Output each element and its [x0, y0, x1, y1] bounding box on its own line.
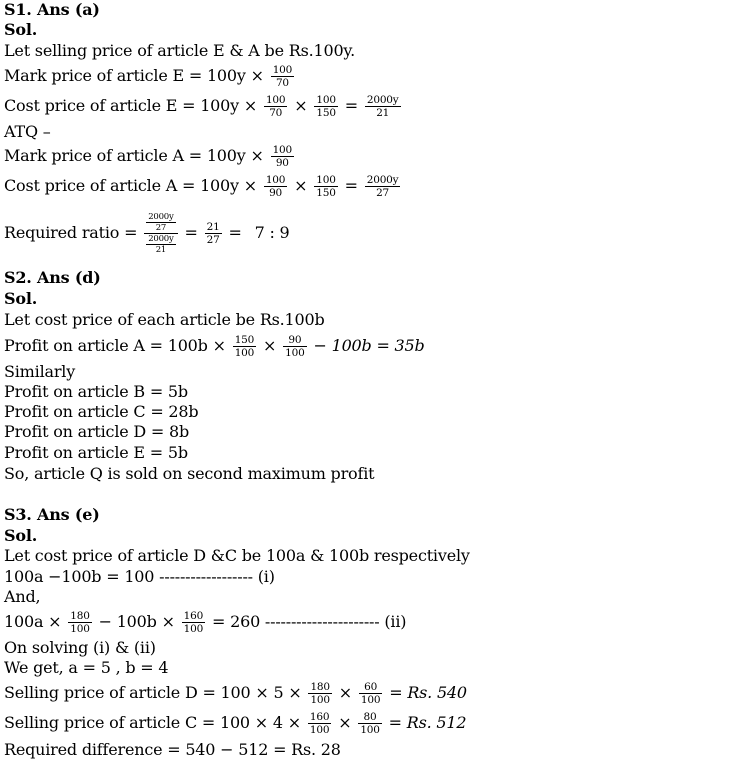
s2-profit-b: Profit on article B = 5b: [4, 382, 188, 401]
s3-solving: On solving (i) & (ii): [4, 638, 156, 657]
s1-cp-a-label: Cost price of article A = 100y ×: [4, 176, 257, 195]
s3-eq2-label: 100a ×: [4, 612, 62, 631]
fraction: $\frac{21}{27}$: [206, 221, 220, 246]
s3-heading: S3. Ans (e): [4, 505, 100, 524]
fraction: $\frac{150}{100}$: [234, 334, 255, 359]
s3-equation-2: 100a × $\frac{180}{100}$ − 100b × $\frac{160}{100}$ = 260 ---------------------- (ii): [4, 610, 407, 635]
s3-sol-label: Sol.: [4, 526, 38, 545]
s1-sol-label: Sol.: [4, 20, 38, 39]
s3-selling-price-d: Selling price of article D = 100 × 5 × $\frac{180}{100}$ × $\frac{60}{100}$ = Rs. 540: [4, 681, 467, 706]
s3-sp-c-label: Selling price of article C = 100 × 4 ×: [4, 713, 301, 732]
s1-cost-price-e: Cost price of article E = 100y × $\frac{100}{70}$ × $\frac{100}{150}$ = $\frac{2000y}{21}$: [4, 94, 399, 119]
fraction: $\frac{80}{100}$: [360, 711, 380, 736]
s2-similarly: Similarly: [4, 362, 76, 381]
s1-cp-e-label: Cost price of article E = 100y ×: [4, 96, 258, 115]
fraction: $\frac{180}{100}$: [70, 610, 90, 635]
s2-profit-a-label: Profit on article A = 100b ×: [4, 336, 226, 355]
s2-profit-d: Profit on article D = 8b: [4, 422, 190, 441]
s1-line1: Let selling price of article E & A be Rs.100y.: [4, 41, 356, 60]
s2-sol-label: Sol.: [4, 289, 38, 308]
s1-ratio-label: Required ratio =: [4, 223, 138, 242]
s3-equation-1: 100a −100b = 100 ------------------ (i): [4, 567, 275, 586]
fraction: $\frac{160}{100}$: [309, 711, 330, 736]
s3-sp-d-result: = Rs. 540: [389, 683, 467, 702]
s2-profit-a: Profit on article A = 100b × $\frac{150}{100}$ × $\frac{90}{100}$ − 100b = 35b: [4, 334, 425, 359]
fraction: $\frac{100}{150}$: [316, 174, 336, 199]
fraction: $\frac{100}{90}$: [265, 174, 286, 199]
s1-mark-price-e: [4, 64, 296, 89]
s2-profit-c: Profit on article C = 28b: [4, 402, 199, 421]
s1-mp-a-label: Mark price of article A = 100y ×: [4, 146, 264, 165]
s1-heading: S1. Ans (a): [4, 0, 100, 19]
fraction: $\frac{160}{100}$: [183, 610, 204, 635]
s3-and: And,: [4, 587, 41, 606]
s3-line1: Let cost price of article D &C be 100a & 100b respectively: [4, 546, 470, 565]
fraction: $\frac{2000y}{21}$: [366, 94, 399, 119]
s3-selling-price-c: Selling price of article C = 100 × 4 × $\frac{160}{100}$ × $\frac{80}{100}$ = Rs. 512: [4, 711, 467, 736]
s1-mark-price-a: [4, 144, 296, 169]
s3-we-get: We get, a = 5 , b = 4: [4, 658, 169, 677]
s2-line1: Let cost price of each article be Rs.100b: [4, 310, 325, 329]
s2-heading: S2. Ans (d): [4, 268, 101, 287]
fraction: $\frac{100}{70}$: [272, 64, 293, 89]
s2-conclusion: So, article Q is sold on second maximum profit: [4, 464, 375, 483]
fraction: $\frac{100}{70}$: [265, 94, 286, 119]
s2-profit-a-result: − 100b = 35b: [313, 336, 425, 355]
s3-sp-c-result: = Rs. 512: [388, 713, 467, 732]
fraction: $\frac{2000y}{27}$: [366, 174, 399, 199]
s1-mp-e-label: Mark price of article E = 100y ×: [4, 66, 264, 85]
fraction: $\frac{100}{150}$: [316, 94, 336, 119]
s2-profit-e: Profit on article E = 5b: [4, 443, 188, 462]
s1-atq: ATQ –: [4, 122, 51, 141]
s1-ratio-result: 7 : 9: [254, 223, 290, 242]
s1-cost-price-a: Cost price of article A = 100y × $\frac{100}{90}$ × $\frac{100}{150}$ = $\frac{2000y}{27}$: [4, 174, 399, 199]
compound-fraction: $\frac{\frac{2000y}{27}}{\frac{2000y}{21}}$: [144, 212, 177, 255]
fraction: $\frac{100}{90}$: [272, 144, 293, 169]
fraction: $\frac{180}{100}$: [310, 681, 330, 706]
fraction: $\frac{90}{100}$: [285, 334, 305, 359]
s1-required-ratio: Required ratio = $\frac{\frac{2000y}{27}}{\frac{2000y}{21}}$ = $\frac{21}{27}$ = 7 : 9: [4, 212, 290, 255]
fraction: $\frac{60}{100}$: [360, 681, 381, 706]
s3-sp-d-label: Selling price of article D = 100 × 5 ×: [4, 683, 302, 702]
s3-required-difference: Required difference = 540 − 512 = Rs. 28: [4, 740, 341, 759]
